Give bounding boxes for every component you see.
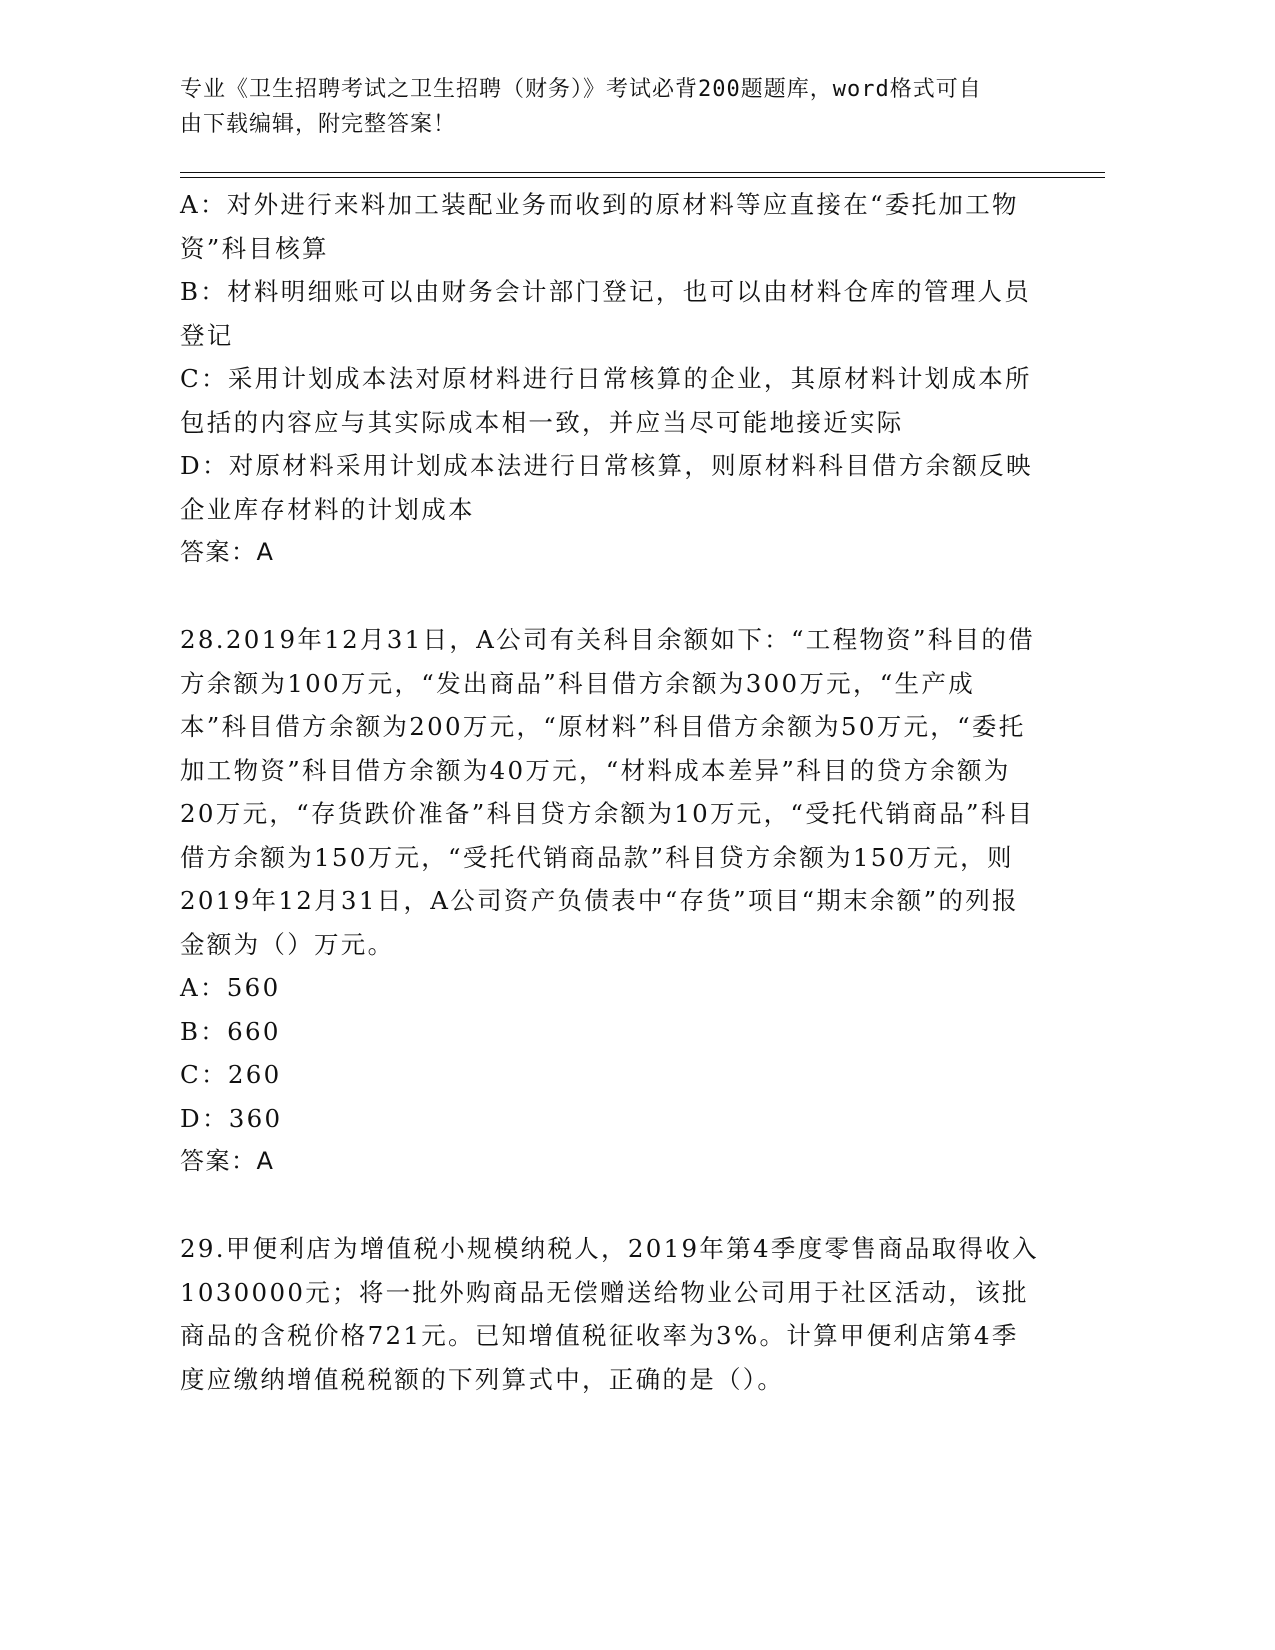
document-body [180, 183, 1040, 1401]
q27-option-c: C：采用计划成本法对原材料进行日常核算的企业，其原材料计划成本所包括的内容应与其实际成本相一致，并应当尽可能地接近实际 [180, 364, 1032, 437]
q27-option-b: B：材料明细账可以由财务会计部门登记，也可以由材料仓库的管理人员登记 [180, 277, 1032, 350]
q29-stem: 29.甲便利店为增值税小规模纳税人，2019年第4季度零售商品取得收入1030000元；将一批外购商品无偿赠送给物业公司用于社区活动，该批商品的含税价格721元。已知增值税征收率为3%。计算甲便利店第4季度应缴纳增值税税额的下列算式中，正确的是（）。 [180, 1234, 1039, 1394]
paragraph-gap [180, 1184, 1040, 1228]
header-title-line-1: 专业《卫生招聘考试之卫生招聘（财务）》考试必背200题题库，word格式可自 [180, 77, 982, 102]
header-title-line-2: 由下载编辑，附完整答案！ [180, 112, 457, 137]
q27-option-a: A：对外进行来料加工装配业务而收到的原材料等应直接在“委托加工物资”科目核算 [180, 190, 1019, 263]
question-29 [180, 1227, 1040, 1401]
question-28 [180, 618, 1040, 1184]
q27-answer: 答案：A [180, 538, 275, 566]
q27-option-d: D：对原材料采用计划成本法进行日常核算，则原材料科目借方余额反映企业库存材料的计划成本 [180, 451, 1033, 524]
question-27 [180, 183, 1040, 575]
q28-stem: 28.2019年12月31日，A公司有关科目余额如下：“工程物资”科目的借方余额为100万元，“发出商品”科目借方余额为300万元，“生产成本”科目借方余额为200万元，“原材料”科目借方余额为50万元，“委托加工物资”科目借方余额为40万元，“材料成本差异”科目的贷方余额为20万元，“存货跌价准备”科目贷方余额为10万元，“受托代销商品”科目借方余额为150万元，“受托代销商品款”科目贷方余额为150万元，则2019年12月31日，A公司资产负债表中“存货”项目“期末余额”的列报金额为（）万元。 [180, 625, 1036, 959]
q28-option-a: A：560 [180, 973, 281, 1002]
paragraph-gap [180, 575, 1040, 619]
q28-answer: 答案：A [180, 1147, 275, 1175]
q28-option-d: D：360 [180, 1103, 283, 1133]
q28-option-b: B：660 [180, 1016, 281, 1046]
page-header [180, 72, 1050, 142]
q28-option-c: C：260 [180, 1060, 282, 1089]
header-divider-top [180, 172, 1105, 173]
header-divider-bottom [180, 177, 1105, 178]
